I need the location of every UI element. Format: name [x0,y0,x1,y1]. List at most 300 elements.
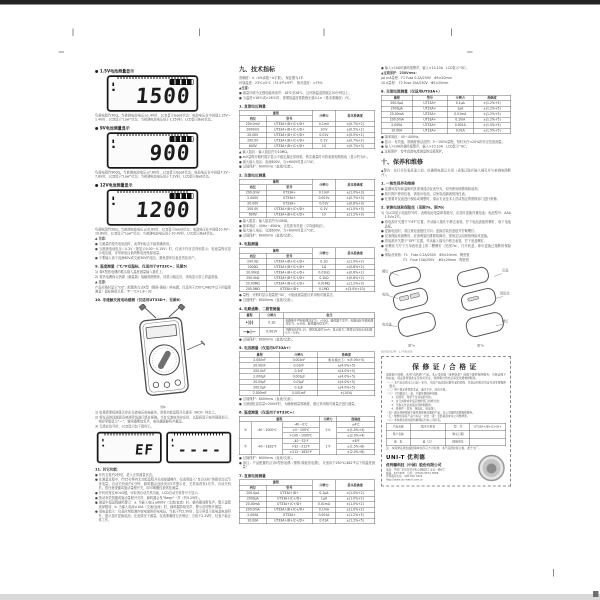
cell: 盖（章） [410,438,446,446]
subheading-general-care: 1. 一般性保养和维修 [381,181,415,186]
notice-label: ▲注意： [239,86,252,91]
cell: 20.00μF [239,379,280,385]
cell: 用户名称 [386,431,410,439]
text-line: 10 A量程： F2 Fuse 10A/250V Φ5×20mm [381,80,449,85]
header-cell: 基本准确度 [335,179,374,190]
cell: 2.000μF [239,374,280,380]
header-cell: 准确度 [337,416,375,422]
cell: 0.01V [312,132,335,138]
feature-list [95,473,231,522]
cell: ±(0.7%+2) [335,121,374,127]
cell: 200.0MΩ [239,286,266,292]
cell: 10.00A [239,518,266,524]
header-cell: 档位 [239,485,266,491]
table-row [239,212,375,218]
cell: 200.0nF [239,368,280,374]
text-line: （四）超过保修期或不属免费保修范围的产品，本公司提供收费维修服务。 [386,411,475,415]
cell: ±(0.8%+3) [335,201,374,207]
text-line: ● 显示：有效值，准确度保证范围：5～100%量程，短时允许<20%的非正弦波测量。 [381,139,505,144]
cell: ±(1.5%+5) [473,128,511,134]
cell: UT33A+ [412,101,447,107]
cell: 地 址 [386,438,410,446]
text-line: ● 频率响应：40Hz～400Hz，正弦波有效值（平均值响应）。 [239,223,327,228]
callout-label: 保险丝 [500,291,510,296]
registration-mark [324,29,325,37]
cell: ±(1.2%+3) [335,212,374,218]
cell: 0.01A [312,518,335,524]
exploded-meter-7b-illustration [450,265,511,340]
text-line: 2、自行拆修或非指定维修部门拆修过的； [386,399,442,403]
address-line: http://www.uni-trend.com.cn [386,478,424,482]
left-column [95,65,231,523]
text-line: ● 定期用湿布和温和的洗涤剂清洁仪表外壳，切勿使用研磨剂和溶剂。 [381,187,481,192]
cell: 0.1kΩ [312,275,335,281]
lcd-digits: 1500 [134,83,192,108]
text-line: ● 开机时按住HOLD键，可取消自动关机功能，LCD自动关机符号不显示。 [95,490,201,495]
header-cell: 备注 [284,313,375,319]
cell: 0.1mV [312,121,335,127]
cell: ±(0.8%+2) [335,275,374,281]
cell: 600V [239,212,266,218]
cell: UT33A+/B+/C+/D+ [266,281,312,287]
header-cell: 基本准确度 [335,110,374,121]
text-line: ● 开机全显约2秒后，进入正常测量状态。 [95,472,156,477]
cell: >212～1832℉ [283,449,320,455]
certificate-note: 注：本保修证须加盖经销单位印章方为有效；本产品经检验合格，准予出厂。 [386,447,482,451]
cell: 0.01mA [447,112,473,118]
cell [470,431,506,439]
cell: 0.1μA [312,491,335,497]
lcd-display-dashes [167,432,232,463]
cell: 1℃ [319,422,337,439]
header-cell: 分辨力 [319,416,337,422]
callout-label: 螺钉 [502,319,509,324]
section-heading-9v: ● 9V电池测量显示 [95,125,130,131]
cell: ±(4.0%+5) [318,385,375,391]
cell: ±(0.7%+3) [335,196,374,202]
text-line: ● 过载保护：600Vrms（直流/交流）。 [239,233,295,238]
cell: 20.00mA [239,502,266,508]
cell: ±(1.0%+3) [335,207,374,213]
table-title-aca: 8. 交流电流测量（仅适用UT33A+） [381,88,442,94]
header-cell: 型号 [266,185,312,191]
cell: UT33A+/B+/C+/D+ [266,507,312,513]
table-row [239,327,375,336]
cell: 0.01MΩ [312,281,335,287]
cell: UT33A+/B+/C+/D+ [266,212,312,218]
cell: ±(1.0%+2) [335,491,374,497]
text-line: ● 输入阻抗：输入阻抗约为10MΩ。 [239,218,291,223]
cell: UT33A+/B+/C+/D+ [266,275,312,281]
cell: UT33A+/B+/C+/D+ [266,207,312,213]
cell: 1℉ [319,438,337,455]
figure-caption: 图6 [160,405,166,410]
cell: UT33A+/B+/C+/D+ [266,121,312,127]
callout-label: 螺钉 [382,269,389,274]
text-line: 3、无购买凭证或超过保修期限的； [386,403,434,407]
fuse-lines [381,76,511,85]
text-line: ▲ 过载保护：参考直流电流测量的过载保护。 [381,149,446,154]
cell: UT33A+/B+/C+/D+ [266,259,312,265]
fuse-spec-lines [381,253,511,262]
notice-label: ▲ 注意： [95,280,109,285]
text-line: ● 过载保护：600Vrms（直流/交流）。 [239,298,295,303]
figure-7a [381,265,442,347]
bottom-scan-band [0,594,600,600]
certificate-terms [386,381,506,422]
registration-mark [59,52,65,53]
lcd-annunciator-icons: ▮ ▪ [112,138,116,150]
cell: 200.0μF [239,385,280,391]
header-cell: 量程 [239,352,280,358]
text-line: 2) 将仪表的顶端靠近被测导线进行感应探测。当有交流电场存在时，以段码显示电场强弱指示，相应等级显示“—”，蜂鸣器断续发声，电场越强蜂鸣声越急。 [95,415,231,424]
figure-7b [450,265,511,347]
text-line: （一）本产品自购买之日起一年内，凡因产品质量问题引起的故障，凭此证和购买凭证可获免费维修服务。 [386,381,506,388]
table-row [386,423,506,431]
header-cell: 档位 [239,253,266,259]
cell: 200.0mV [239,121,266,127]
capacitance-table [239,352,375,397]
text-line: 1) 将K型热电偶的插头插入温度测量输入插孔上。 [95,270,166,275]
section-heading-1v5: ● 1.5V电池测量显示 [95,69,135,74]
text-line: ● 不要输入高于直流60V或交流30V的电压，避免损坏仪表及伤及用户。 [95,255,198,260]
certificate-intro: 承蒙阁下信赖，选用“优利德”产品。本公司依据《保修条款》向阁下提供保修服务；为保证阁下的权益，请妥善保管此证及购买凭证，保修期内凭此证享受免费维修服务。 [386,373,506,380]
table-row [239,390,375,396]
table-row [239,143,375,149]
section-heading-12v: ● 12V电池测量显示 [95,182,133,188]
cell: 2000Ω [239,264,266,270]
cell: 0.1V [312,207,335,213]
header-cell: 型号 [266,253,312,259]
ncv-lcd-row [97,432,231,463]
cell: 2.000A [239,513,266,519]
header-cell: 量程 [381,95,412,101]
header-cell: 分辨力 [312,179,335,190]
text-line: μA mA量程：F1 Fuse 0.2A/250V Φ5×20mm [381,75,452,80]
cell: ±(1.2%+5) [473,112,511,118]
cell [470,438,506,446]
text-line: ● 最大输入电压：直流600V，当>600V时显示“OL”。 [239,159,317,164]
cell: 200.0kΩ [239,275,266,281]
cell: 1μA [312,496,335,502]
text-line: ● 当被测电池电压＜0.2V（即显示0.00～0.15V）时，仪表不作状态判别显示；电池量程仅显示电压值，可用该电压值判断电池残留电量。 [95,246,231,255]
step-list [95,411,231,429]
subheading-battery-fuse: 2. 更换电池和保险丝（见图7a、图7b） [381,205,447,210]
cell: 20.00kΩ [239,270,266,276]
cell: 0.01V [312,201,335,207]
notice-label: ▲ 注意： [95,236,109,241]
cell: ±(1.5%+5) [473,123,511,129]
section-heading-11: 11. 其它功能： [95,466,121,472]
cell: ±(1.0%+2) [335,502,374,508]
text-line: ● 在需要对仪表进行校验或调整时，请由专业技术人员或指定的维修部门进行维修。 [381,196,500,201]
text-line: ● 备注：产品配置的点式K型热电偶（镍铬-镍硅热电偶），仅适用于250℃/482℉以下的温度测量！ [239,461,375,470]
cell: 开路电压约2.1V，测试电流约1mA，显示值为二极管正向电压近似值0.5～0.8V。 [284,327,375,336]
cell: 1μA [447,106,473,112]
print-serial: B1062022M 1.07/N/200 [381,350,413,354]
cell: 0.001nF [280,357,318,363]
lcd-annunciator-icons: ▮ ▪ [112,195,116,207]
dc-current-table [239,479,375,524]
cell: UT33A+/B+/C+/D+ [266,264,312,270]
cell: ±4℃ [337,422,375,428]
cell: 0.01mA [312,502,335,508]
care-list [381,187,511,201]
table-notes [239,293,375,302]
cell: 0.1V [312,138,335,144]
table-row [239,286,375,292]
cell: UT33A+/B+/C+/D+ [266,132,312,138]
cell: UT33A+ [412,112,447,118]
cell: UT33A+/B+/C+/D+ [266,138,312,144]
lcd-digits: 1200 [134,197,192,222]
middle-column [239,65,375,525]
cell: ±(1.2%+5) [473,117,511,123]
protection-label: ▲过载保护：250Vrms： [381,70,419,75]
text-line: F2 Fuse 10A/250V Φ5×20mm 陶瓷管 [381,257,469,262]
cell: 2000μA [239,496,266,502]
cell: 0.1Ω [312,259,335,265]
data-table [239,352,375,397]
multimeter-illustration [121,304,205,402]
cell: ±(1.5%+8) [337,444,375,450]
data-table [239,312,375,336]
cell: 200.0mA [239,507,266,513]
cell: 购买日期 [446,431,470,439]
body-text: 负载电阻约30Ω。当被测电池电压≥1.4V时，LCD显示Good状态；电池电压在中间值1.25V～1.4V时，LCD显示“Low”状态；当被测电池电压低于1.25V时，LCD显示Bad状态。 [95,113,231,122]
cell: 200.0mA [381,117,412,123]
cell: ±(1.0%+2) [335,507,374,513]
section-heading-10: 10. 非接触交流电场感测（仅适用UT33D+、见图6） [95,297,183,303]
text-line: 环境温度：23℃±5℃（73.4℉±9℉） 相对湿度：<75% [239,80,323,85]
lcd-display-900 [107,132,198,168]
cell: 0.1MΩ [312,286,335,292]
header-cell: 型号 [266,116,312,122]
text-line: 2) 将热电偶探头热端（测温端）接触被测物体，待显示稳定后，读取显示屏上的温度值。 [95,274,221,279]
cell: 10.00A [381,128,412,134]
cell: UT33A+/B+/C+/D+ [470,423,506,431]
cell: UT33A+/B+/C+/D+ [266,518,312,524]
address-line: 地址：中国广东省东莞市松山湖园区工业北一路6号 [386,468,445,472]
cell: ±(2.0%+8) [337,449,375,455]
header-cell: 量程 [239,416,319,422]
lcd-annunciator-icons: ▮ ▪ [171,437,174,448]
table-notes [239,150,375,169]
text-line: ● 测量中超量程蜂鸣警示：a. 当输入电压≥600V（交流/直流）时，蜂鸣器间断发声，警示量程选择错误；b. 当输入电流≥10A（交流/直流）时，蜂鸣器持续发声，警示及时断开测量。 [95,500,231,509]
text-line: ● 用螺丝刀拧下万用表底盖上的二颗螺钉（见图7b），打开底盖，即可更换已熔断的保险丝。 [381,243,511,253]
brand-row [386,453,506,482]
ac-voltage-table [239,179,375,218]
cell: 200.0μA [239,491,266,497]
text-line: ● 当温度<18℃或>28℃时，需增加温度系数修正值0.1×（基本准确度）/℃。 [239,95,353,100]
continuity-diode-table [239,312,375,336]
cell: ±(3.0%+10) [335,286,374,292]
cell: UT33A+/B+/C+/D+ [266,270,312,276]
text-line: ● 将电源开关置于“OFF”位置，并从输入插孔中移去表笔，拧下底盖螺钉。 [381,238,487,243]
header-cell: 分辨力 [280,352,318,358]
cell: ±(1.2%+3) [335,281,374,287]
cell: 200.0V [239,207,266,213]
header-cell: 档位 [239,116,266,122]
notice-list [239,91,375,100]
body-text: 负载电阻约50Ω。当被测电池电压≥10.8V时，LCD显示Good状态；电池电压在中间值10.4V～10.8V时，LCD显示“Low”状态；当被测电池电压低于10.4V时，LCD显示Bad状态。 [95,227,231,236]
header-cell: 型号 [266,485,312,491]
registration-mark [199,29,200,37]
cell: UT33A+/B+ [266,491,312,497]
cell: ±(1.2%+5) [335,518,374,524]
text-line: 4、易损件（表笔、保险丝、电池等）。 [386,407,438,411]
cell: 20.00mA [381,112,412,118]
header-cell: 档位 [239,185,266,191]
data-table [239,179,375,218]
cell: 1V [312,143,335,149]
section-heading-9: 9. 温度测量（℃/℉双温标、仅适用于UT33C+、见图5） [95,264,190,269]
notice-text: 产品开路时显示“OL”；配置的点式K型（镍铬-镍硅）热电偶，仅适用于250℃/482℉以下的温度测量！温标换算关系：℉＝℃×1.8＋32 [95,285,231,294]
text-line: ▲ 输入阻抗：输入阻抗约为10MΩ。 [239,150,291,155]
cell: ±(0.7%+3) [335,143,374,149]
cell: -40～32℉ [283,438,320,444]
figure-7-pair [381,264,511,349]
lcd-display-ef [97,432,162,463]
cell: 2.000mF [239,390,280,396]
chapter-title-9: 九、技术指标 [239,66,276,73]
text-line: ● 低电量指示：仪表时刻检测内部电池的供电电压，当低于约2.5V时，显示屏显示低电量电池符号，提示及时更换电池；在此情况下测量，仪表准确度无法保证；当低于2.2V时，仪表不能正常工作。 [95,509,231,522]
text-line: ● 当测量的是充电电池时，此判别标志不能准确套用。 [95,241,173,246]
cell: 20.00nF [239,363,280,369]
cell: ±(4.0%+5) [318,379,375,385]
table-notes [239,219,375,238]
warning-text: ▲警告：在打开仪表底盖之前，应确保电源已关闭（表笔已脱开输入插孔并与被测电路断开）。 [381,168,511,177]
cell: 20.00V [239,201,266,207]
text-line: ● 输入>10A时蜂鸣报警声，输入>10.10A LCD显示“OL”。 [381,144,469,149]
resistance-table [239,248,375,293]
cell: 0.1Ω [260,318,284,327]
header-cell: 量程 [239,110,312,116]
cell: UT33A+/B+/C+/D+ [266,127,312,133]
table-title-acv: 2. 交流电压测量 [239,172,266,178]
dc-voltage-table [239,110,375,149]
text-line: ● 频率响应：40～400Hz。 [381,134,422,139]
header-cell: 准确度 [473,95,511,101]
cell: 200.0mV [239,190,266,196]
cell: 600V [239,143,266,149]
address-line: 邮编：523 808 总机：(0769) 8572 3888 [386,471,439,475]
cell: UT33A+/B+/C+/D+ [266,143,312,149]
cell: 型 号 [446,423,470,431]
cell: ±(1.2%+5) [473,106,511,112]
data-table [239,248,375,293]
certificate-title: 保修证/合格证 [412,362,480,371]
text-line: ● 测量环境为无强电磁场条件：18℃至28℃，且环境温湿度稳定30分钟以上。 [239,91,352,95]
cell: UT33A+ [412,123,447,129]
text-line: （五）维修时请将产品与本证一并送（寄）至经销商或本公司维修部。 [386,415,470,419]
table-notes [381,135,511,154]
registration-mark [73,29,74,37]
header-cell: 量程 [239,313,259,319]
cell: ±(2.0%+4) [337,433,375,439]
cell: ℃ [239,422,251,439]
cell: 0.001A [312,513,335,519]
figure-caption: 图7b [477,343,484,348]
text-line: ● 如长期不使用仪表，请取出电池，以免电池漏液侵蚀仪表。 [381,192,468,197]
text-line: ● mV量程开路时数字显示不稳定属正常现象，核实测量时可将表笔短路校验（显示约为0）。 [239,154,370,159]
exploded-meter-7a-illustration [381,265,442,340]
text-line: ● 当被测电容容量<200nF时，为确保测量准确度，建议采用相对测量法进行测量。 [239,402,358,407]
company-name: 优利德科技（中国）股份有限公司 [386,462,442,468]
cell: ±(1.0%+4) [337,427,375,433]
lcd-zebra-strip [105,433,154,435]
text-line: （二）用户须妥善保管本证，遗失不补，涂改无效。 [386,388,448,392]
brand-block [386,453,477,481]
cell: ±(1.0%+3) [335,190,374,196]
cell: UT33A+ [266,201,312,207]
cell: ±(1.2%+5) [473,101,511,107]
cell: ±8℉ [337,438,375,444]
table-title-dcv: 1. 直流电压测量 [239,104,266,109]
alarm-bullet: ● 输入>10A时蜂鸣报警声，输入>10.10A LCD显示“OL”。 [381,65,469,70]
callout-label: 电池盖 [382,322,392,327]
lcd-digits: 900 [148,140,192,165]
cell: UT33A+/C+/D+ [266,496,312,502]
lcd-digits: ---- [177,441,225,458]
data-table [239,416,375,455]
cell: 0.1μA [447,101,473,107]
header-cell: 型号 [412,95,447,101]
cell: UT33A+ [412,117,447,123]
cell: 0.01μF [280,379,318,385]
cell [410,431,446,439]
cell: 电路断开声响检测设定为：>50Ω，蜂鸣器不发声；电路良好导通检测设定为：≤30Ω，蜂鸣器连续发声。 [285,319,374,326]
cell: UT33A+ [266,190,312,196]
table-notes [239,397,375,406]
data-table [381,95,511,134]
cell: ±(0.8%+2) [335,270,374,276]
cell: 0.001V [312,196,335,202]
header-cell: 分辨力 [447,95,473,101]
cell: 0.001V [260,327,284,336]
text-line: ● 量程：开路时显示超量程“OL”，小阻值测量建议采用相对测量法。 [239,293,336,298]
ac-current-table [381,95,511,134]
cell: •))) [239,318,259,327]
cell: 200.0μA [381,101,412,107]
text-line: ● 过载保护：600Vrms（直流/交流）。 [239,397,295,402]
data-table [386,423,506,446]
cell: 20.00V [239,132,266,138]
table-title-resistance: 3. 电阻测量 [239,241,259,247]
temperature-table [239,416,375,455]
cell: UT33A+ [266,196,312,202]
cell: ±(0.7%+2) [335,138,374,144]
cell: UT33A+ [412,128,447,134]
lcd-zebra-strip [174,433,223,435]
text-line: ● 按动有效按键或旋动量程开关时，蜂鸣器会发“Beep”一声（约0.25秒）。 [95,495,203,500]
cell: >100～1000℃ [283,433,320,439]
text-line: ● 最大输入电压：交流600V，当>600V时显示“OL”。 [239,228,317,233]
text-line: （三）下列情况之一者，不属免费保修范围： [386,392,440,396]
callout-label: 电池 [382,292,389,297]
cell: 2000mV [239,127,266,133]
cell: 2.000nF [239,357,280,363]
cell: 0.1mA [447,117,473,123]
text-line: ● 更换电池时，须注意电池极性方向；更换后装回盖板并拧紧螺钉。 [381,229,478,234]
cell: —▶|— [239,327,259,336]
lcd-annunciator-icons: ▮ ▪ [112,82,116,93]
table-note: ● 过载保护：600Vrms（直流/交流）。 [239,337,295,342]
cell: ±(10%) [318,390,375,396]
corner-scan-mark [593,591,599,597]
cell: >32～212℉ [283,444,320,450]
header-cell: 基本准确度 [335,248,374,259]
